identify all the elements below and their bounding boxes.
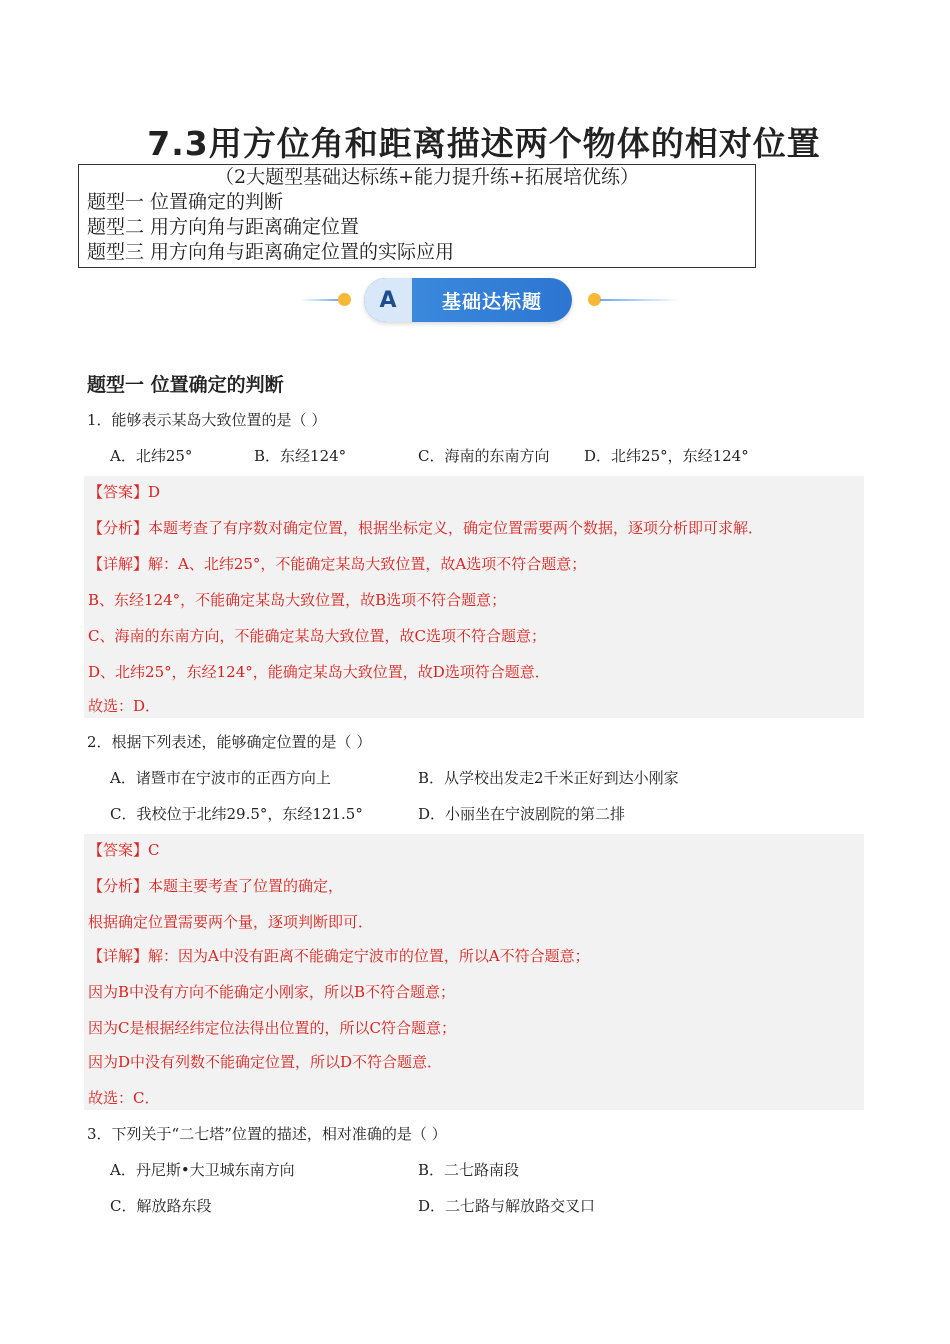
section-banner bbox=[300, 276, 690, 324]
answer-block bbox=[84, 834, 864, 1110]
option-b: B．二七路南段 bbox=[418, 1161, 520, 1179]
choice-line: 故选：C． bbox=[88, 1089, 160, 1107]
page-title: 7.3用方位角和距离描述两个物体的相对位置 bbox=[147, 124, 821, 163]
detail-line: 因为B中没有方向不能确定小刚家，所以B不符合题意； bbox=[88, 983, 456, 1001]
toc-item: 题型一 位置确定的判断 bbox=[87, 191, 284, 213]
toc-box bbox=[78, 164, 756, 268]
option-a: A．诸暨市在宁波市的正西方向上 bbox=[110, 769, 331, 787]
option-d: D．小丽坐在宁波剧院的第二排 bbox=[418, 805, 626, 823]
banner-letter: A bbox=[364, 278, 412, 322]
option-d: D．二七路与解放路交叉口 bbox=[418, 1197, 596, 1215]
question-stem: 3．下列关于“二七塔”位置的描述，相对准确的是（ ） bbox=[87, 1125, 447, 1143]
detail-line: 【详解】解：因为A中没有距离不能确定宁波市的位置，所以A不符合题意； bbox=[88, 947, 590, 965]
analysis-line: 根据确定位置需要两个量，逐项判断即可． bbox=[88, 913, 374, 931]
answer-line: 【答案】D bbox=[88, 483, 161, 501]
option-a: A．丹尼斯•大卫城东南方向 bbox=[110, 1161, 295, 1179]
detail-line: 因为D中没有列数不能确定位置，所以D不符合题意． bbox=[88, 1053, 443, 1071]
detail-line: 因为C是根据经纬定位法得出位置的，所以C符合题意； bbox=[88, 1019, 456, 1037]
banner-text: 基础达标题 bbox=[441, 290, 542, 313]
answer-block bbox=[84, 476, 864, 718]
detail-line: D、北纬25°，东经124°，能确定某岛大致位置，故D选项符合题意． bbox=[88, 663, 550, 681]
toc-item: 题型三 用方向角与距离确定位置的实际应用 bbox=[87, 241, 455, 263]
option-d: D．北纬25°，东经124° bbox=[584, 447, 749, 465]
choice-line: 故选：D． bbox=[88, 697, 161, 715]
option-c: C．解放路东段 bbox=[110, 1197, 212, 1215]
toc-item: 题型二 用方向角与距离确定位置 bbox=[87, 216, 360, 238]
toc-subtitle: （2大题型基础达标练+能力提升练+拓展培优练） bbox=[215, 166, 639, 188]
analysis-line: 【分析】本题主要考查了位置的确定， bbox=[88, 877, 344, 895]
banner-dot-left bbox=[338, 293, 351, 306]
option-c: C．我校位于北纬29.5°，东经121.5° bbox=[110, 805, 363, 823]
detail-line: B、东经124°，不能确定某岛大致位置，故B选项不符合题意； bbox=[88, 591, 507, 609]
banner-line-left bbox=[300, 299, 340, 301]
banner-line-right bbox=[600, 299, 680, 301]
section-heading: 题型一 位置确定的判断 bbox=[87, 374, 284, 396]
question-stem: 2．根据下列表述，能够确定位置的是（ ） bbox=[87, 733, 372, 751]
option-b: B．从学校出发走2千米正好到达小刚家 bbox=[418, 769, 679, 787]
detail-line: 【详解】解：A、北纬25°，不能确定某岛大致位置，故A选项不符合题意； bbox=[88, 555, 587, 573]
option-b: B．东经124° bbox=[254, 447, 347, 465]
detail-line: C、海南的东南方向，不能确定某岛大致位置，故C选项不符合题意； bbox=[88, 627, 546, 645]
banner-pill bbox=[364, 278, 572, 322]
answer-line: 【答案】C bbox=[88, 841, 160, 859]
question-stem: 1．能够表示某岛大致位置的是（ ） bbox=[87, 411, 327, 429]
analysis-line: 【分析】本题考查了有序数对确定位置，根据坐标定义，确定位置需要两个数据，逐项分析即可求解． bbox=[88, 519, 764, 537]
option-c: C．海南的东南方向 bbox=[418, 447, 550, 465]
option-a: A．北纬25° bbox=[110, 447, 193, 465]
